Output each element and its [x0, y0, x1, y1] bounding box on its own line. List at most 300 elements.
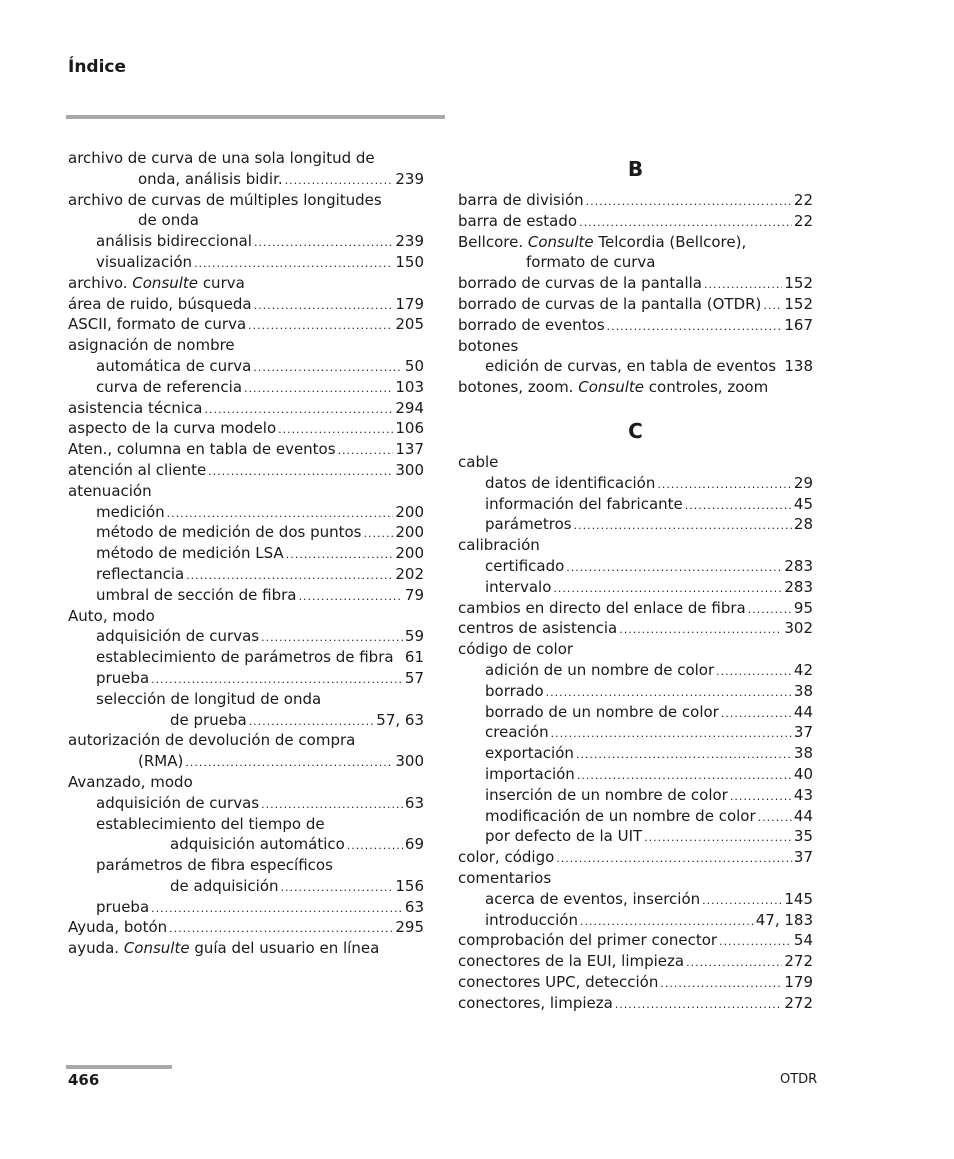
entry-term-text: creación [485, 723, 549, 742]
entry-page-number: 205 [395, 315, 424, 334]
index-entry [68, 418, 424, 439]
entry-term [68, 190, 382, 211]
page-number: 466 [68, 1071, 100, 1089]
entry-page-number: 150 [395, 252, 424, 271]
index-entry [68, 793, 424, 814]
entry-page-number: 28 [793, 515, 813, 534]
dot-leader [254, 296, 394, 317]
dot-leader [186, 566, 393, 587]
entry-term [526, 252, 656, 273]
dot-leader [285, 171, 394, 192]
entry-page-number: 54 [793, 931, 813, 950]
entry-term-text: archivo. [68, 273, 133, 292]
entry-term [96, 668, 149, 689]
index-entry [68, 460, 424, 481]
dot-leader [758, 808, 792, 829]
entry-term [458, 452, 498, 473]
entry-page-number: 156 [395, 876, 424, 895]
entry-term-text: barra de división [458, 191, 584, 209]
index-entry [68, 377, 424, 398]
entry-page-number: 44 [793, 702, 813, 721]
index-entry [458, 577, 813, 598]
index-entry [68, 252, 424, 273]
entry-term-text: establecimiento de parámetros de fibra [96, 648, 394, 667]
entry-term-text: establecimiento del tiempo de [96, 814, 325, 833]
index-entry [458, 211, 813, 232]
entry-term [96, 814, 325, 835]
entry-term-text: onda, análisis bidir. [138, 169, 283, 188]
entry-page-number: 37 [793, 723, 813, 742]
index-entry [458, 294, 813, 315]
entry-term-text: comentarios [458, 868, 552, 887]
entry-term-text: certificado [485, 556, 565, 575]
entry-term-text: autorización de devolución de compra [68, 731, 356, 750]
index-entry [458, 232, 813, 253]
dot-leader [364, 524, 394, 545]
index-entry [68, 834, 424, 855]
entry-term-text: visualización [96, 252, 193, 271]
entry-term-continuation: curva [198, 273, 245, 292]
dot-leader [721, 704, 792, 725]
entry-term [458, 190, 584, 211]
entry-page-number: 300 [395, 460, 424, 479]
dot-leader [151, 670, 403, 691]
entry-term-text: asistencia técnica [68, 398, 203, 417]
entry-see-reference: Consulte [132, 273, 199, 292]
entry-page-number: 202 [395, 564, 424, 583]
entry-page-number: 239 [395, 232, 424, 251]
entry-term-continuation: Telcordia (Bellcore), [593, 232, 747, 251]
index-entry [458, 806, 813, 827]
entry-term-text: introducción [485, 910, 578, 929]
dot-leader [278, 420, 393, 441]
entry-term-text: archivo de curva de una sola longitud de [68, 149, 375, 167]
entry-term-text: exportación [485, 744, 574, 763]
entry-term-text: umbral de sección de fibra [96, 585, 297, 604]
dot-leader [579, 213, 792, 234]
entry-term [96, 585, 296, 606]
entry-term [458, 598, 746, 619]
dot-leader [204, 400, 393, 421]
index-entry [68, 585, 424, 606]
index-entry [458, 910, 813, 931]
entry-term [485, 806, 756, 827]
index-entry [458, 702, 813, 723]
index-entry [68, 710, 424, 731]
entry-term [68, 772, 193, 793]
index-entry [458, 681, 813, 702]
dot-leader [248, 316, 393, 337]
dot-leader [208, 462, 393, 483]
entry-term [68, 606, 155, 627]
entry-term [138, 210, 199, 231]
entry-term [68, 418, 276, 439]
entry-see-reference: Consulte [527, 232, 594, 251]
page-title: Índice [68, 57, 127, 77]
index-entry [68, 502, 424, 523]
entry-term-text: Ayuda, botón [68, 918, 168, 937]
entry-term-text: importación [485, 764, 575, 783]
entry-term-text: adquisición automático [170, 835, 345, 854]
dot-leader [615, 995, 783, 1016]
entry-page-number: 47, 183 [755, 910, 813, 929]
index-entry [458, 452, 813, 473]
dot-leader [169, 919, 393, 940]
entry-term-text: atención al cliente [68, 460, 207, 479]
dot-leader [730, 787, 792, 808]
entry-term [485, 660, 714, 681]
dot-leader [151, 899, 403, 920]
index-entry [458, 972, 813, 993]
entry-term-text: por defecto de la UIT [485, 827, 643, 846]
entry-term-text: ayuda. [68, 939, 124, 958]
entry-term-text: Avanzado, modo [68, 772, 193, 791]
entry-term [96, 356, 251, 377]
index-entry [458, 639, 813, 660]
entry-term-text: prueba [96, 668, 150, 687]
entry-see-reference: Consulte [578, 378, 644, 397]
entry-term-text: calibración [458, 536, 540, 555]
entry-term [485, 473, 655, 494]
entry-term-text: reflectancia [96, 564, 185, 583]
entry-term-text: intervalo [485, 577, 552, 596]
index-entry [458, 722, 813, 743]
entry-term [458, 294, 761, 315]
index-entry [68, 273, 424, 294]
entry-page-number: 35 [793, 827, 813, 846]
entry-see-reference: Consulte [123, 939, 190, 958]
entry-term-text: borrado de un nombre de color [485, 702, 719, 721]
entry-term [458, 847, 554, 868]
section-gap [458, 398, 813, 410]
entry-term [68, 273, 245, 294]
entry-term-text: de onda [138, 211, 199, 230]
index-entry [68, 356, 424, 377]
index-entry [68, 647, 424, 668]
entry-term [458, 868, 551, 889]
entry-page-number: 43 [793, 785, 813, 804]
dot-leader [702, 891, 782, 912]
entry-term [68, 294, 252, 315]
entry-page-number: 42 [793, 660, 813, 679]
entry-term [458, 993, 613, 1014]
entry-page-number: 167 [784, 315, 813, 334]
product-name: OTDR [780, 1072, 818, 1087]
index-entry [68, 210, 424, 231]
entry-term [96, 647, 394, 668]
entry-page-number: 295 [395, 918, 424, 937]
dot-leader [286, 545, 394, 566]
dot-leader [719, 932, 792, 953]
index-entry [68, 522, 424, 543]
dot-leader [577, 766, 792, 787]
entry-page-number: 37 [793, 848, 813, 867]
entry-term [170, 710, 247, 731]
dot-leader [716, 662, 792, 683]
index-entry [458, 930, 813, 951]
entry-term-text: método de medición LSA [96, 544, 284, 563]
entry-term [458, 930, 717, 951]
entry-page-number: 95 [793, 598, 813, 617]
entry-term [68, 938, 379, 959]
entry-term [138, 169, 283, 190]
entry-term-text: inserción de un nombre de color [485, 785, 728, 804]
entry-page-number: 152 [784, 294, 813, 313]
entry-term-text: parámetros [485, 515, 572, 534]
entry-page-number: 145 [784, 889, 813, 908]
index-entry [68, 335, 424, 356]
entry-term [485, 702, 719, 723]
entry-term-continuation: guía del usuario en línea [189, 939, 380, 958]
entry-term-text: comprobación del primer conector [458, 931, 718, 950]
index-entry [458, 315, 813, 336]
dot-leader [580, 912, 754, 933]
entry-page-number: 63 [404, 897, 424, 916]
entry-page-number: 69 [404, 835, 424, 854]
entry-term [458, 232, 746, 253]
entry-term [138, 751, 183, 772]
entry-term [458, 639, 573, 660]
dot-leader [607, 317, 783, 338]
entry-term-text: adquisición de curvas [96, 627, 260, 646]
header-divider [66, 115, 445, 119]
entry-term [68, 481, 152, 502]
entry-term [458, 273, 702, 294]
entry-page-number: 137 [395, 440, 424, 459]
entry-term [485, 356, 776, 377]
entry-page-number: 200 [395, 544, 424, 563]
entry-term-text: ASCII, formato de curva [68, 315, 247, 334]
entry-term [485, 785, 728, 806]
dot-leader [686, 953, 782, 974]
index-entry [68, 668, 424, 689]
entry-term-text: método de medición de dos puntos [96, 523, 362, 542]
dot-leader [619, 620, 782, 641]
index-entry [68, 751, 424, 772]
entry-term [458, 336, 518, 357]
entry-page-number: 22 [793, 191, 813, 209]
entry-term-continuation: controles, zoom [644, 378, 769, 397]
section-b-entries [458, 190, 813, 398]
entry-page-number: 57, 63 [376, 710, 424, 729]
dot-leader [253, 358, 403, 379]
index-entry [458, 356, 813, 377]
entry-term-text: botones [458, 336, 519, 355]
index-entry [458, 889, 813, 910]
index-entry [458, 598, 813, 619]
entry-term-text: modificación de un nombre de color [485, 806, 756, 825]
entry-term-text: selección de longitud de onda [96, 689, 322, 708]
entry-term [485, 556, 564, 577]
entry-term-text: de prueba [170, 710, 247, 729]
entry-term [485, 743, 574, 764]
index-entry [458, 743, 813, 764]
entry-page-number: 294 [395, 398, 424, 417]
index-entry [458, 993, 813, 1014]
entry-term-text: de adquisición [170, 876, 279, 895]
entry-term [96, 793, 259, 814]
index-entry [68, 917, 424, 938]
dot-leader [685, 496, 792, 517]
entry-term-text: conectores UPC, detección [458, 972, 659, 991]
index-entry [68, 772, 424, 793]
entry-page-number: 59 [404, 627, 424, 646]
entry-term [96, 689, 321, 710]
index-entry [68, 730, 424, 751]
index-entry [458, 868, 813, 889]
section-c-entries [458, 452, 813, 1014]
entry-term-text: borrado de curvas de la pantalla (OTDR) [458, 294, 762, 313]
entry-term-text: formato de curva [526, 253, 656, 272]
index-entry [68, 481, 424, 502]
dot-leader [644, 828, 792, 849]
entry-term [68, 314, 246, 335]
dot-leader [249, 712, 375, 733]
index-entry [68, 169, 424, 190]
entry-page-number: 106 [395, 419, 424, 438]
entry-term [485, 681, 544, 702]
entry-page-number: 300 [395, 752, 424, 771]
entry-term-text: parámetros de fibra específicos [96, 856, 333, 875]
index-entry [458, 377, 813, 398]
dot-leader [167, 504, 394, 525]
index-entry [458, 473, 813, 494]
entry-term [170, 834, 345, 855]
footer-divider [66, 1065, 172, 1069]
entry-term [68, 917, 167, 938]
entry-term [96, 855, 333, 876]
dot-leader [546, 683, 792, 704]
dot-leader [660, 974, 782, 995]
entry-term-text: borrado [485, 681, 544, 700]
index-entry [458, 190, 813, 211]
dot-leader [261, 628, 403, 649]
entry-term [96, 502, 165, 523]
entry-term-text: Aten., columna en tabla de eventos [68, 440, 336, 459]
index-entry [68, 148, 424, 169]
dot-leader [281, 878, 394, 899]
entry-term-text: automática de curva [96, 356, 252, 375]
dot-leader [574, 516, 792, 537]
dot-leader [657, 475, 792, 496]
entry-term-text: área de ruido, búsqueda [68, 294, 252, 313]
entry-term-text: botones, zoom. [458, 378, 579, 397]
entry-term [96, 897, 149, 918]
entry-term [458, 535, 540, 556]
entry-term [96, 377, 242, 398]
entry-term-text: conectores de la EUI, limpieza [458, 952, 685, 971]
entry-term-text: cable [458, 452, 499, 471]
index-entry [68, 543, 424, 564]
dot-leader [551, 724, 792, 745]
index-entry [68, 231, 424, 252]
dot-leader [748, 600, 792, 621]
entry-term-text: cambios en directo del enlace de fibra [458, 598, 746, 617]
entry-term [96, 543, 284, 564]
dot-leader [194, 254, 393, 275]
entry-term [96, 626, 259, 647]
index-entry [68, 314, 424, 335]
entry-term [458, 315, 605, 336]
entry-term-text: datos de identificación [485, 473, 656, 492]
entry-term [96, 522, 362, 543]
index-entry [68, 855, 424, 876]
entry-term-text: centros de asistencia [458, 619, 618, 638]
index-entry [458, 785, 813, 806]
entry-page-number: 44 [793, 806, 813, 825]
index-entry [68, 626, 424, 647]
dot-leader [298, 587, 402, 608]
entry-page-number: 50 [404, 356, 424, 375]
dot-leader [704, 275, 782, 296]
entry-term-text: adición de un nombre de color [485, 660, 715, 679]
entry-term-text: archivo de curvas de múltiples longitudes [68, 190, 382, 209]
entry-term [485, 826, 642, 847]
dot-leader [576, 745, 792, 766]
entry-page-number: 45 [793, 494, 813, 513]
entry-term [458, 972, 658, 993]
entry-term-text: medición [96, 502, 165, 521]
index-entry [68, 938, 424, 959]
entry-term-text: prueba [96, 897, 150, 916]
index-entry [458, 951, 813, 972]
index-entry [458, 618, 813, 639]
index-entry [68, 398, 424, 419]
entry-page-number: 283 [784, 577, 813, 596]
index-entry [458, 273, 813, 294]
entry-term-text: análisis bidireccional [96, 232, 252, 251]
dot-leader [261, 795, 403, 816]
index-column-right [458, 148, 813, 1013]
entry-page-number: 63 [404, 793, 424, 812]
entry-term [68, 730, 355, 751]
entry-term [485, 722, 549, 743]
section-letter-b: B [627, 157, 644, 181]
index-entry [68, 439, 424, 460]
entry-term [68, 460, 206, 481]
entry-term-text: acerca de eventos, inserción [485, 889, 701, 908]
entry-term-text: aspecto de la curva modelo [68, 419, 277, 438]
entry-page-number: 179 [784, 972, 813, 991]
entry-term-text: edición de curvas, en tabla de eventos [485, 357, 777, 376]
entry-term [68, 335, 235, 356]
dot-leader [763, 296, 782, 317]
entry-term [68, 398, 202, 419]
entry-page-number: 61 [404, 648, 424, 667]
entry-term-text: borrado de eventos [458, 315, 605, 334]
entry-term-text: conectores, limpieza [458, 993, 613, 1012]
index-entry [458, 660, 813, 681]
index-entry [458, 556, 813, 577]
entry-term-text: Bellcore. [458, 232, 528, 251]
entry-term [68, 148, 375, 169]
entry-term-text: curva de referencia [96, 377, 243, 396]
index-entry [458, 336, 813, 357]
index-entry [458, 535, 813, 556]
entry-term-text: (RMA) [138, 752, 184, 771]
entry-term-text: color, código [458, 848, 555, 867]
entry-page-number: 200 [395, 523, 424, 542]
entry-term [96, 252, 192, 273]
dot-leader [566, 558, 782, 579]
entry-term [96, 564, 184, 585]
entry-term [458, 618, 617, 639]
index-entry [68, 814, 424, 835]
entry-page-number: 272 [784, 993, 813, 1012]
entry-page-number: 152 [784, 274, 813, 293]
entry-term [485, 889, 700, 910]
entry-term [458, 951, 684, 972]
